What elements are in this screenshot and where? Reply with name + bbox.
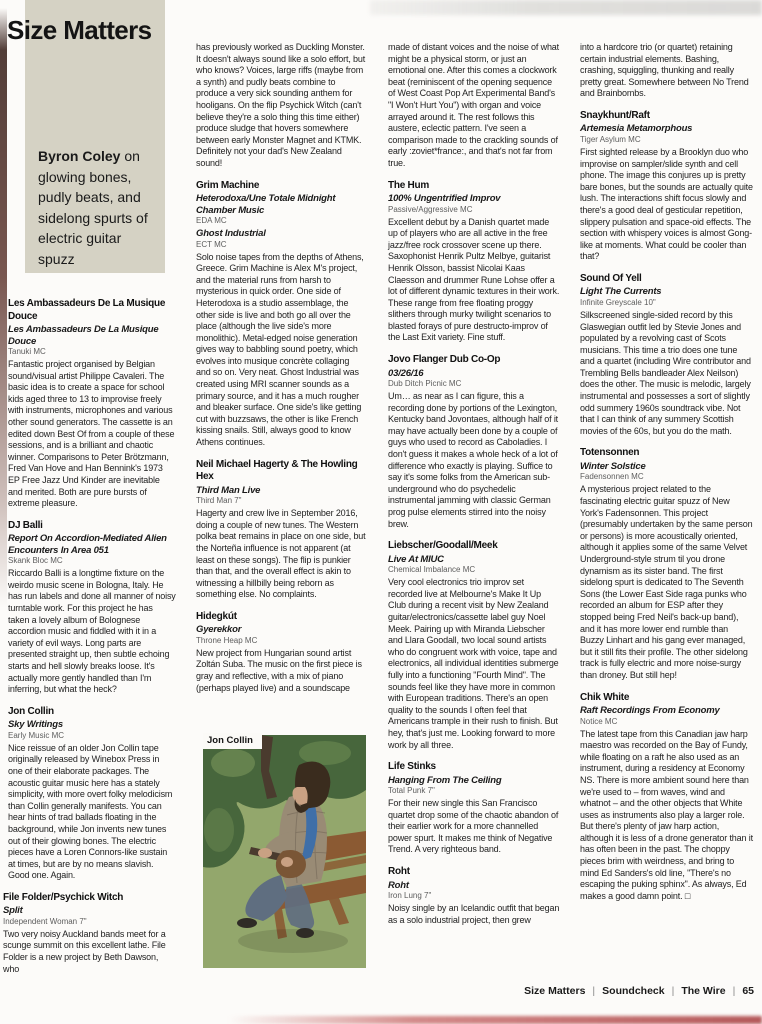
review-body: into a hardcore trio (or quartet) retaining certain industrial elements. Bashing, crashing, squiggling, thunking and really pretty great. Somewhere between No Trend and Brainbombs. (580, 42, 749, 99)
review-body: Very cool electronics trio improv set recorded live at Melbourne's Make It Up Club during a recent visit by New Zealand guitar/electronics/cassette label guy Noel Meek. Pairing up with Miranda Liebscher and Llara Goodall, two local sound artists who do congruent work with voice, tape and electronics, all individual identities submerge fully into a functioning "Fourth Mind". The sounds feel like they have more in common with European traditions. There's an open quality to the sounds I often feel that Americans trample in their rush to finish. But hey, that's just me. Looking forward to more work by all three. (388, 577, 559, 750)
review-catalogue-label: Chemical Imbalance MC (388, 565, 476, 575)
review-artist: Grim Machine (196, 179, 260, 191)
scan-artifact-top (370, 0, 762, 15)
review-body: First sighted release by a Brooklyn duo who improvise on sampler/slide synth and cell phone. The image this conjures up is pretty bare bones, but the sounds are actually quite lush. The interactions shift focus slowly and there's a good deal of gesticular repetition, slippery pulsation and space-oid effects. The section with whispery voices is almost Gong-like at moments. What could be cooler than that? (580, 146, 753, 262)
review-body: New project from Hungarian sound artist Zoltán Suba. The music on the first piece is gray and reflective, with a mix of piano (perhaps played live) and a soundscape (196, 647, 362, 693)
review-catalogue-label: EDA MC (196, 216, 227, 226)
review-body: The latest tape from this Canadian jaw harp maestro was recorded on the Bay of Fundy, while floating on a raft he also used as an instrument, during a residency at Economy NS. There is more ambient sound here than we're used to – from waves, wind and whatnot – and the other objects that White uses as instruments also play a larger role. But there's plenty of jaw harp action, although it is less of a drone generator than it has often been in the past. The choppy pieces brim with weirdness, and bring to mind Ed Sanders's old line, "There's no escaping the puking sphinx". As always, Ed makes a good damn point. □ (580, 728, 753, 901)
footer-separator: | (592, 985, 596, 997)
review-body: Fantastic project organised by Belgian sound/visual artist Philippe Cavaleri. The basic idea is to create a space for school kids aged three to 13 to improvise freely with instruments, microphones and various other sound generators. The cassette is an edited down Best Of from a couple of these sessions, and is a brilliant and chaotic winner. Comparisons to Peter Brötzmann, Fred Van Hove and Han Bennink's 1973 EP Free Jazz Und Kinder are inevitable and merited. Both are pure bursts of extreme pleasure. (8, 359, 175, 509)
review-release-title: 03/26/16 (388, 367, 424, 379)
review-release-title: Ghost Industrial (196, 228, 266, 240)
review-release-title: Roht (388, 879, 409, 891)
review-body: has previously worked as Duckling Monster. It doesn't always sound like a solo effort, but who knows? Voices, large riffs (maybe from a synth) and pudly beats combine to produce a very sick sounding anthem for hooligans. On the flip Psychick Witch (can't believe they're a solo thing this time either) produce sludge that hovers somewhere between early Monster Magnet and KTMK. Definitely not your dad's New Zealand sound! (196, 42, 366, 168)
review-release-title: Report On Accordion-Mediated Alien Encounters In Area 051 (8, 533, 167, 556)
jon-collin-photo (203, 735, 366, 968)
review-catalogue-label: Throne Heap MC (196, 635, 258, 645)
review-body: Hagerty and crew live in September 2016, doing a couple of new tunes. The Western polka beat remains in place on one side, but the Norteña influence is not apparent (at least on these songs). The flip is punkier than that, and the overall effect is akin to witnessing a hillbilly being reborn as something else. No complaints. (196, 508, 366, 600)
review-body: For their new single this San Francisco quartet drop some of the chaotic abandon of their earlier work for a more channelled power spurt. It makes me think of Negative Trend. A very righteous band. (388, 798, 559, 855)
review-catalogue-label: Notice MC (580, 716, 618, 726)
column-1 (3, 298, 176, 985)
review-release-title: Hanging From The Ceiling (388, 774, 502, 786)
review-artist: Sound Of Yell (580, 272, 642, 284)
review-catalogue-label: Total Punk 7" (388, 786, 435, 796)
review-catalogue-label: Iron Lung 7" (388, 891, 432, 901)
review-release-title: Heterodoxa/Une Totale Midnight Chamber Music (196, 193, 336, 216)
review-release-title: 100% Ungentrified Improv (388, 193, 501, 205)
review-catalogue-label: Early Music MC (8, 730, 65, 740)
intro-description: on glowing bones, pudly beats, and sidelong spurts of electric guitar spuzz (38, 148, 148, 267)
review-artist: Life Stinks (388, 761, 436, 773)
review-catalogue-label: ECT MC (196, 239, 227, 249)
review-catalogue-label: Tanuki MC (8, 347, 46, 356)
review-release-title: Gyerekkor (196, 624, 242, 636)
scan-edge-left (0, 8, 7, 608)
review-catalogue-label: Dub Ditch Picnic MC (388, 379, 462, 389)
review-artist: Snaykhunt/Raft (580, 109, 650, 121)
photo-illustration (203, 735, 366, 968)
footer-separator: | (732, 985, 736, 997)
review-artist: Chik White (580, 691, 630, 703)
review-release-title: Split (3, 905, 23, 917)
review-release-title: Sky Writings (8, 719, 63, 731)
review-catalogue-label: Third Man 7" (196, 496, 242, 506)
column-2 (196, 42, 366, 704)
review-artist: Les Ambassadeurs De La Musique Douce (8, 298, 166, 322)
review-artist: Jon Collin (8, 705, 54, 717)
footer-soundcheck-label: Soundcheck (602, 985, 665, 997)
review-catalogue-label: Skank Bloc MC (8, 556, 63, 566)
intro-text (38, 146, 154, 269)
review-catalogue-label: Infinite Greyscale 10" (580, 297, 656, 307)
review-catalogue-label: Tiger Asylum MC (580, 134, 641, 144)
review-body: A mysterious project related to the fascinating electric guitar spuzz of New York's Fadensonnen. This project (presumably undertaken by the same person or persons) is more acoustically oriented, although it applies some of the same Velvet Underground-style strum til you drone dynamism as its sister band. The first sidelong spurt is dedicated to The Seventh Sons (the Lower East Side raga punks who recorded an album for ESP after they stopped being Fred Neil's back-up band), and it has more lower end rumble than Buzzy Linhart and his gang ever managed, but it still fits their profile. The other sidelong track is fully electric and more noise-surgy than droney. But still hep! (580, 484, 753, 680)
review-release-title: Live At MIUC (388, 553, 444, 565)
column-4 (580, 42, 754, 912)
review-artist: Liebscher/Goodall/Meek (388, 540, 498, 552)
review-catalogue-label: Fadensonnen MC (580, 472, 644, 482)
review-body: made of distant voices and the noise of what might be a physical storm, or just an emotional one. After this comes a clockwork beat (reminiscent of the opening sequence of West Coast Pop Art Experimental Band's "I Won't Hurt You") with organ and voice arrayed around it. The rest follows this austere, eclectic pattern. I've seen a comparison made to the crackling sounds of early :zoviet*france:, and that's not far from true. (388, 42, 560, 168)
review-artist: DJ Balli (8, 519, 43, 531)
review-release-title: Raft Recordings From Economy (580, 705, 720, 717)
page-title: Size Matters (7, 15, 152, 45)
review-release-title: Winter Solstice (580, 460, 646, 472)
scan-artifact-bottom (228, 1016, 762, 1024)
review-artist: Jovo Flanger Dub Co-Op (388, 354, 501, 366)
review-release-title: Les Ambassadeurs De La Musique Douce (8, 324, 159, 347)
review-catalogue-label: Passive/Aggressive MC (388, 204, 473, 214)
review-artist: Roht (388, 866, 410, 878)
page-footer (524, 985, 754, 997)
review-body: Two very noisy Auckland bands meet for a scunge summit on this excellent lathe. File Folder is a new project by Beth Dawson, who (3, 928, 166, 974)
review-release-title: Third Man Live (196, 484, 261, 496)
footer-separator: | (671, 985, 675, 997)
review-artist: File Folder/Psychick Witch (3, 891, 124, 903)
review-body: Solo noise tapes from the depths of Athens, Greece. Grim Machine is Alex M's project, and the material runs from harsh to mysterious in quick order. One side of Heterodoxa is a studio assemblage, the other side is live and both go all over the place (although the live side's more monolithic). Metal-edged noise generation gives way to babbling sound poetry, which evolves into musique concrète collaging and so on. Very neat. Ghost Industrial was created using MRI scanner sounds as a primary source, and it has a much rougher and bleaker surface. One side's like getting cut with buzzsaws, the other is like French kissing snails. Still, always good to know Athens continues. (196, 251, 364, 448)
review-body: Riccardo Balli is a longtime fixture on the weirdo music scene in Bologna, Italy. He has run labels and done all manner of noisy turntable work. For this project he has taken a lovely album of Bolognese accordion music and fiddled with it in a variety of evil ways. Long parts are presented straight up, then subtle echoing starts and hell slowly breaks loose. It's actually more gently handled than I'm inferring, but what the heck? (8, 568, 176, 695)
review-body: Silkscreened single-sided record by this Glaswegian outfit led by Stevie Jones and populated by a revolving cast of Scots musicians. This time a trio does one tune and a quartet (including Wire contributor and Trembling Bells bandleader Alex Neilson) does the other. The music is melodic, largely instrumental and possesses a sort of slightly odd summery 1960s soundtrack vibe. Not that I can think of any summery Scottish movies of the 60s, but you do the math. (580, 309, 751, 436)
column-3 (388, 42, 560, 936)
review-body: Nice reissue of an older Jon Collin tape originally released by Winebox Press in one of their elaborate packages. The acoustic guitar music here has a stately simplicity, with more overt folky melodicism than Collin generally manifests. You can hear hints of trad ballads floating in the background, while Jon invents new tunes out of their glowing bones. The electric pieces have a Loren Connors-like sustain at times, but are by no means slavish. Good one. Again. (8, 742, 173, 881)
footer-section-label: Size Matters (524, 985, 586, 997)
review-release-title: Artemesia Metamorphous (580, 123, 693, 135)
review-body: Noisy single by an Icelandic outfit that began as a solo industrial project, then grew (388, 903, 560, 925)
photo-caption: Jon Collin (203, 733, 262, 749)
footer-page-number: 65 (742, 985, 754, 997)
review-artist: The Hum (388, 179, 430, 191)
review-artist: Totensonnen (580, 447, 640, 459)
review-body: Excellent debut by a Danish quartet made up of players who are all active in the free jazz/free rock crossover scene up there. Saxophonist Henrik Pultz Melbye, guitarist Henrik Olsson, bassist Nicolai Kaas Claesson and drummer Rune Lohse offer a lot of different dynamic textures in their work. These range from free floating proggy slithers through murky twilight scenarios to blasted forays of pure destructo-improv of the Last Exit variety. Fine stuff. (388, 216, 560, 343)
review-artist: Hidegkút (196, 610, 237, 622)
review-release-title: Light The Currents (580, 286, 662, 298)
review-artist: Neil Michael Hagerty & The Howling Hex (196, 458, 358, 483)
review-catalogue-label: Independent Woman 7" (3, 916, 87, 926)
footer-magazine-label: The Wire (681, 985, 726, 997)
review-body: Um… as near as I can figure, this a recording done by portions of the Lexington, Kentucky band Jovontaes, although half of it may have actually been done by a couple of guys who used to record as Caboladies. I don't guess it makes a whole heck of a lot of difference who exactly is playing. Suffice to say it's some folks from the American sub-underground who do psychedelic instrumental jamming with classic German prog pulse elements stirred into the noisy brew. (388, 391, 559, 529)
author-name: Byron Coley (38, 148, 121, 164)
